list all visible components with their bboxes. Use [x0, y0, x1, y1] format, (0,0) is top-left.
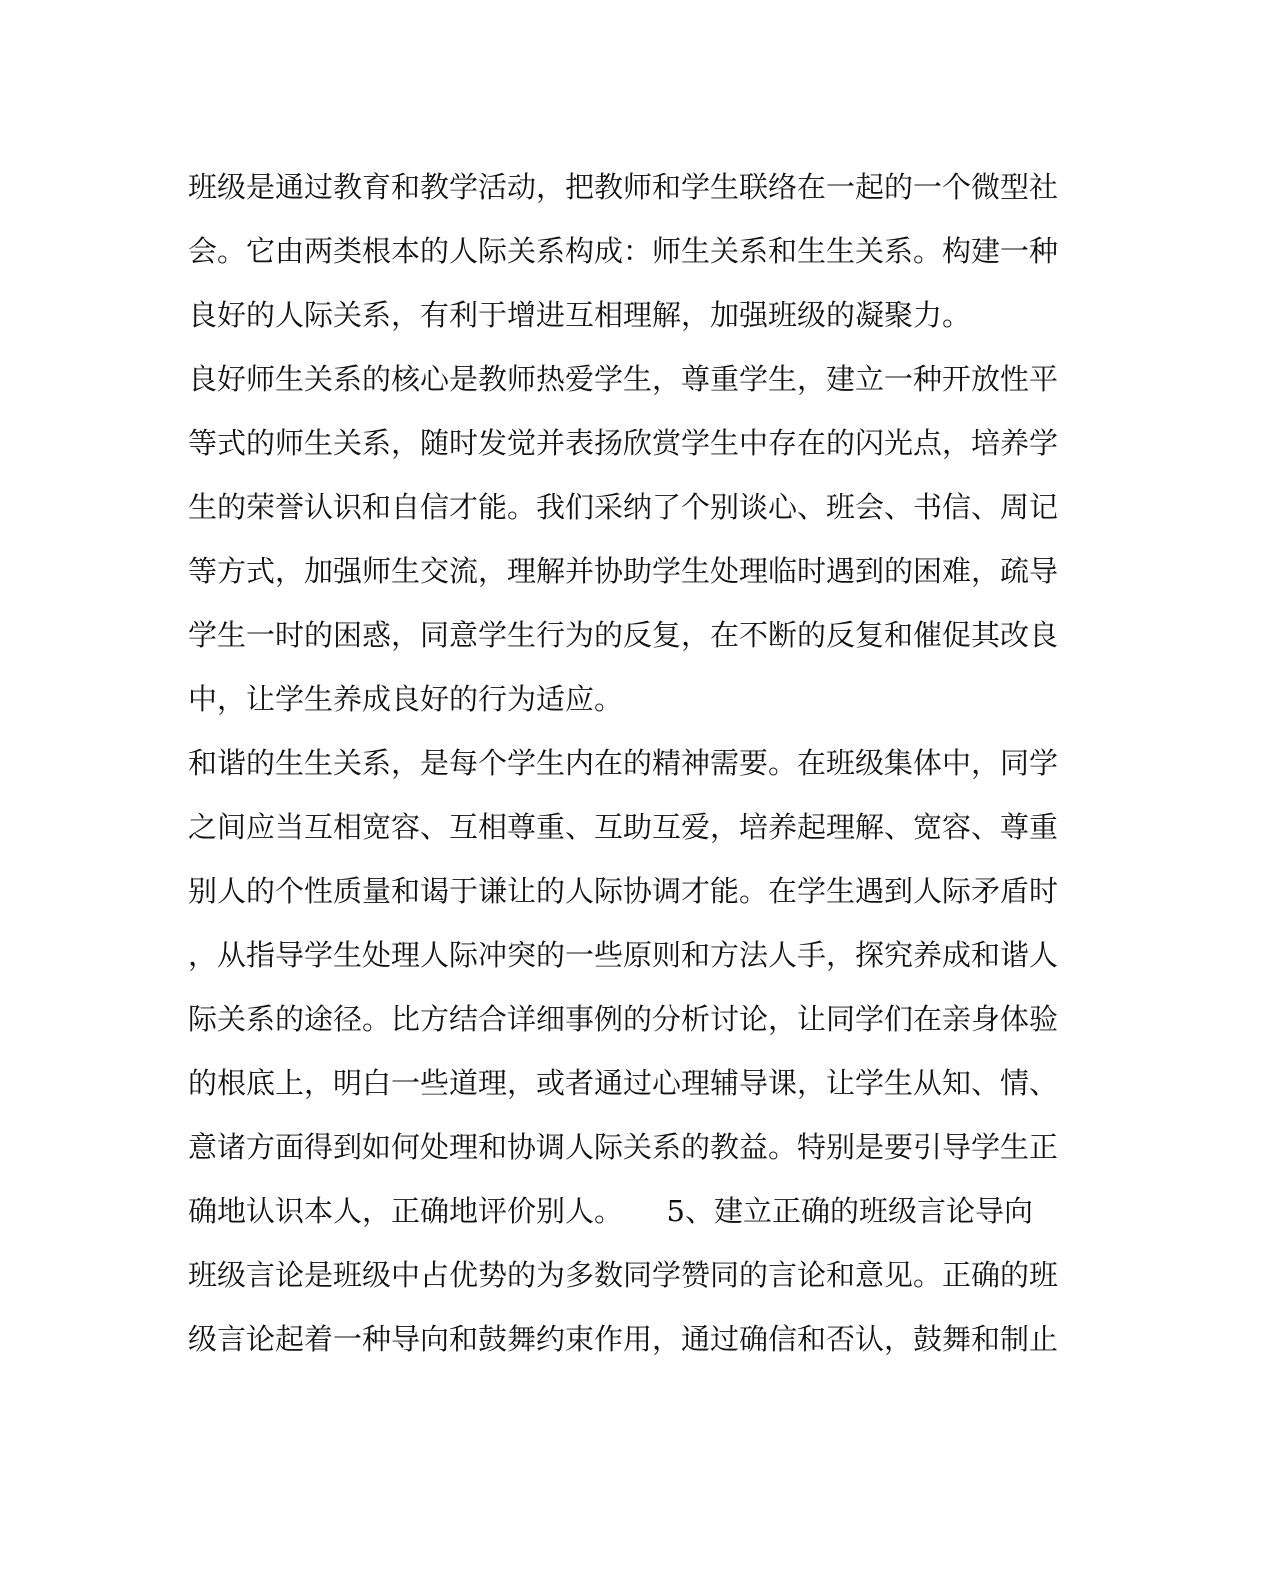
text-line: 班级是通过教育和教学活动，把教师和学生联络在一起的一个微型社: [188, 170, 1059, 204]
text-line: 级言论起着一种导向和鼓舞约束作用，通过确信和否认，鼓舞和制止: [188, 1322, 1059, 1356]
text-line: 等方式，加强师生交流，理解并协助学生处理临时遇到的困难，疏导: [188, 554, 1059, 588]
text-line: 良好师生关系的核心是教师热爱学生，尊重学生，建立一种开放性平: [188, 362, 1059, 396]
text-line: 会。它由两类根本的人际关系构成：师生关系和生生关系。构建一种: [188, 234, 1059, 268]
text-line: 别人的个性质量和谒于谦让的人际协调才能。在学生遇到人际矛盾时: [188, 874, 1059, 908]
body-text: [188, 163, 1058, 1379]
text-line: 良好的人际关系，有利于增进互相理解，加强班级的凝聚力。: [188, 298, 972, 332]
text-line: 学生一时的困惑，同意学生行为的反复，在不断的反复和催促其改良: [188, 618, 1059, 652]
text-line: ，从指导学生处理人际冲突的一些原则和方法人手，探究养成和谐人: [188, 938, 1059, 972]
text-line: 的根底上，明白一些道理，或者通过心理辅导课，让学生从知、情、: [188, 1066, 1059, 1100]
text-line: 确地认识本人，正确地评价别人。 5、建立正确的班级言论导向: [188, 1194, 1033, 1228]
text-line: 等式的师生关系，随时发觉并表扬欣赏学生中存在的闪光点，培养学: [188, 426, 1059, 460]
text-line: 中，让学生养成良好的行为适应。: [188, 682, 624, 716]
text-line: 生的荣誉认识和自信才能。我们采纳了个别谈心、班会、书信、周记: [188, 490, 1059, 524]
text-line: 际关系的途径。比方结合详细事例的分析讨论，让同学们在亲身体验: [188, 1002, 1059, 1036]
text-line: 意诸方面得到如何处理和协调人际关系的教益。特别是要引导学生正: [188, 1130, 1059, 1164]
text-line: 和谐的生生关系，是每个学生内在的精神需要。在班级集体中，同学: [188, 746, 1059, 780]
text-line: 之间应当互相宽容、互相尊重、互助互爱，培养起理解、宽容、尊重: [188, 810, 1059, 844]
text-line: 班级言论是班级中占优势的为多数同学赞同的言论和意见。正确的班: [188, 1258, 1059, 1292]
